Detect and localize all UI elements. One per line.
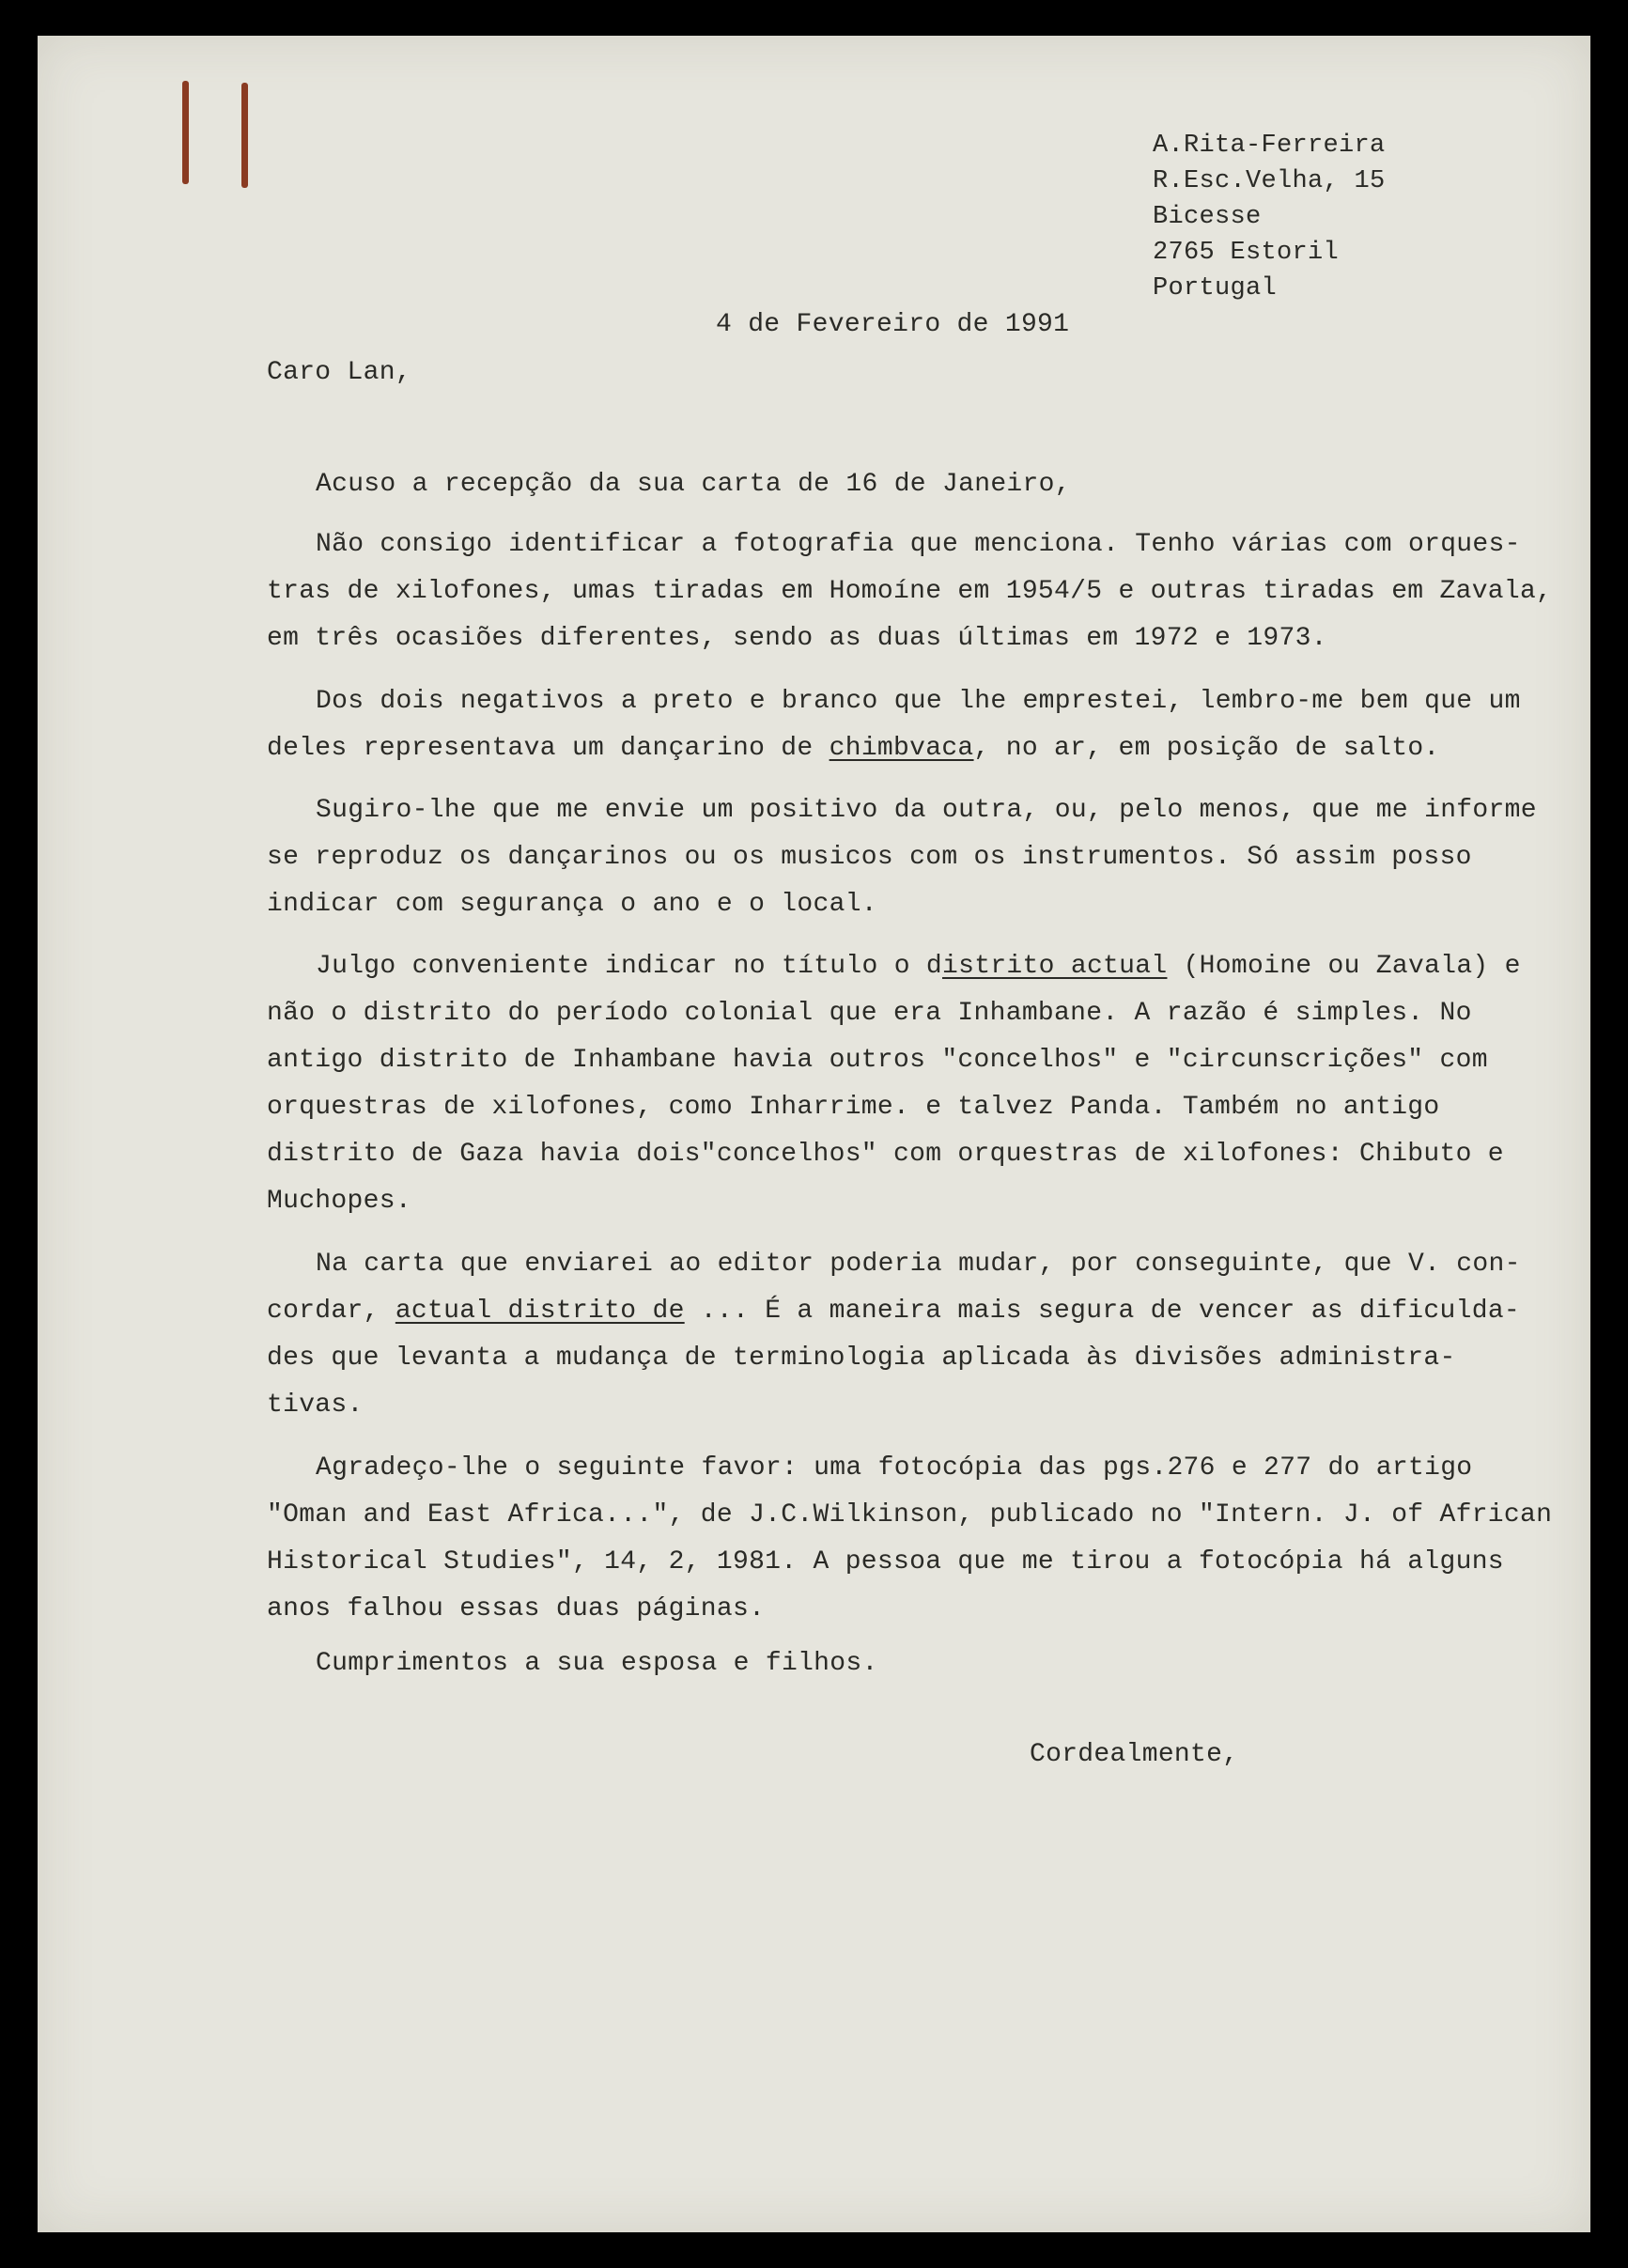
paragraph-line: indicar com segurança o ano e o local. (267, 890, 877, 919)
salutation: Caro Lan, (267, 358, 411, 387)
paragraph-line: "Oman and East Africa...", de J.C.Wilkinson, publicado no "Intern. J. of African (267, 1500, 1553, 1530)
paragraph-5 (267, 943, 1521, 1225)
paragraph-line: em três ocasiões diferentes, sendo as duas últimas em 1972 e 1973. (267, 624, 1327, 653)
text-run: cordar, (267, 1297, 395, 1326)
paragraph-line: tivas. (267, 1390, 364, 1420)
paragraph-line: Dos dois negativos a preto e branco que lhe emprestei, lembro-me bem que um (316, 687, 1521, 716)
paragraph-line: Na carta que enviarei ao editor poderia mudar, por conseguinte, que V. con- (316, 1250, 1521, 1279)
paragraph-line: Sugiro-lhe que me envie um positivo da outra, ou, pelo menos, que me informe (316, 796, 1537, 825)
sender-country: Portugal (1153, 274, 1278, 303)
paragraph-line: Historical Studies", 14, 2, 1981. A pessoa que me tirou a fotocópia há alguns (267, 1547, 1504, 1577)
text-run: ... É a maneira mais segura de vencer as dificulda- (684, 1297, 1521, 1326)
paragraph-8 (316, 1640, 878, 1687)
binder-mark-left (182, 81, 189, 184)
paragraph-line (267, 725, 1521, 772)
paragraph-line (267, 943, 1521, 990)
underlined-term: actual distrito de (395, 1297, 685, 1326)
closing: Cordealmente, (1030, 1740, 1239, 1769)
text-run: deles representava um dançarino de (267, 734, 830, 763)
paragraph-6 (267, 1241, 1521, 1429)
paragraph-line: orquestras de xilofones, como Inharrime. e talvez Panda. Também no antigo (267, 1093, 1440, 1122)
paragraph-line: antigo distrito de Inhambane havia outros "concelhos" e "circunscrições" com (267, 1046, 1488, 1075)
paragraph-line: Agradeço-lhe o seguinte favor: uma fotocópia das pgs.276 e 277 do artigo (316, 1453, 1473, 1483)
paragraph-3 (267, 678, 1521, 772)
text-run: , no ar, em posição de salto. (973, 734, 1440, 763)
sender-address (1153, 128, 1386, 306)
sender-postal: 2765 Estoril (1153, 239, 1340, 267)
sender-street: R.Esc.Velha, 15 (1153, 167, 1386, 195)
paragraph-line: Não consigo identificar a fotografia que menciona. Tenho várias com orques- (316, 530, 1521, 559)
sender-name: A.Rita-Ferreira (1153, 132, 1386, 160)
paragraph-7 (267, 1445, 1552, 1633)
paragraph-line: tras de xilofones, umas tiradas em Homoíne em 1954/5 e outras tiradas em Zavala, (267, 577, 1553, 606)
paragraph-line: Cumprimentos a sua esposa e filhos. (316, 1649, 878, 1678)
text-run: Julgo conveniente indicar no título o d (316, 952, 943, 981)
paragraph-2 (267, 521, 1552, 662)
paragraph-line: anos falhou essas duas páginas. (267, 1594, 766, 1623)
paragraph-line: distrito de Gaza havia dois"concelhos" com orquestras de xilofones: Chibuto e (267, 1140, 1504, 1169)
binder-mark-right (241, 83, 248, 188)
underlined-term: chimbvaca (829, 734, 974, 763)
text-run: (Homoine ou Zavala) e (1167, 952, 1521, 981)
underlined-term: istrito actual (942, 952, 1168, 981)
paragraph-line: se reproduz os dançarinos ou os musicos com os instrumentos. Só assim posso (267, 843, 1472, 872)
paragraph-1 (316, 461, 1071, 508)
paragraph-line: não o distrito do período colonial que era Inhambane. A razão é simples. No (267, 999, 1472, 1028)
paragraph-4 (267, 787, 1537, 928)
paragraph-line: des que levanta a mudança de terminologia aplicada às divisões administra- (267, 1344, 1456, 1373)
sender-locality: Bicesse (1153, 203, 1262, 231)
letter-date: 4 de Fevereiro de 1991 (716, 310, 1070, 339)
paragraph-line: Acuso a recepção da sua carta de 16 de Janeiro, (316, 470, 1071, 499)
paragraph-line (267, 1288, 1521, 1335)
paragraph-line: Muchopes. (267, 1187, 411, 1216)
letter-page (38, 36, 1590, 2232)
